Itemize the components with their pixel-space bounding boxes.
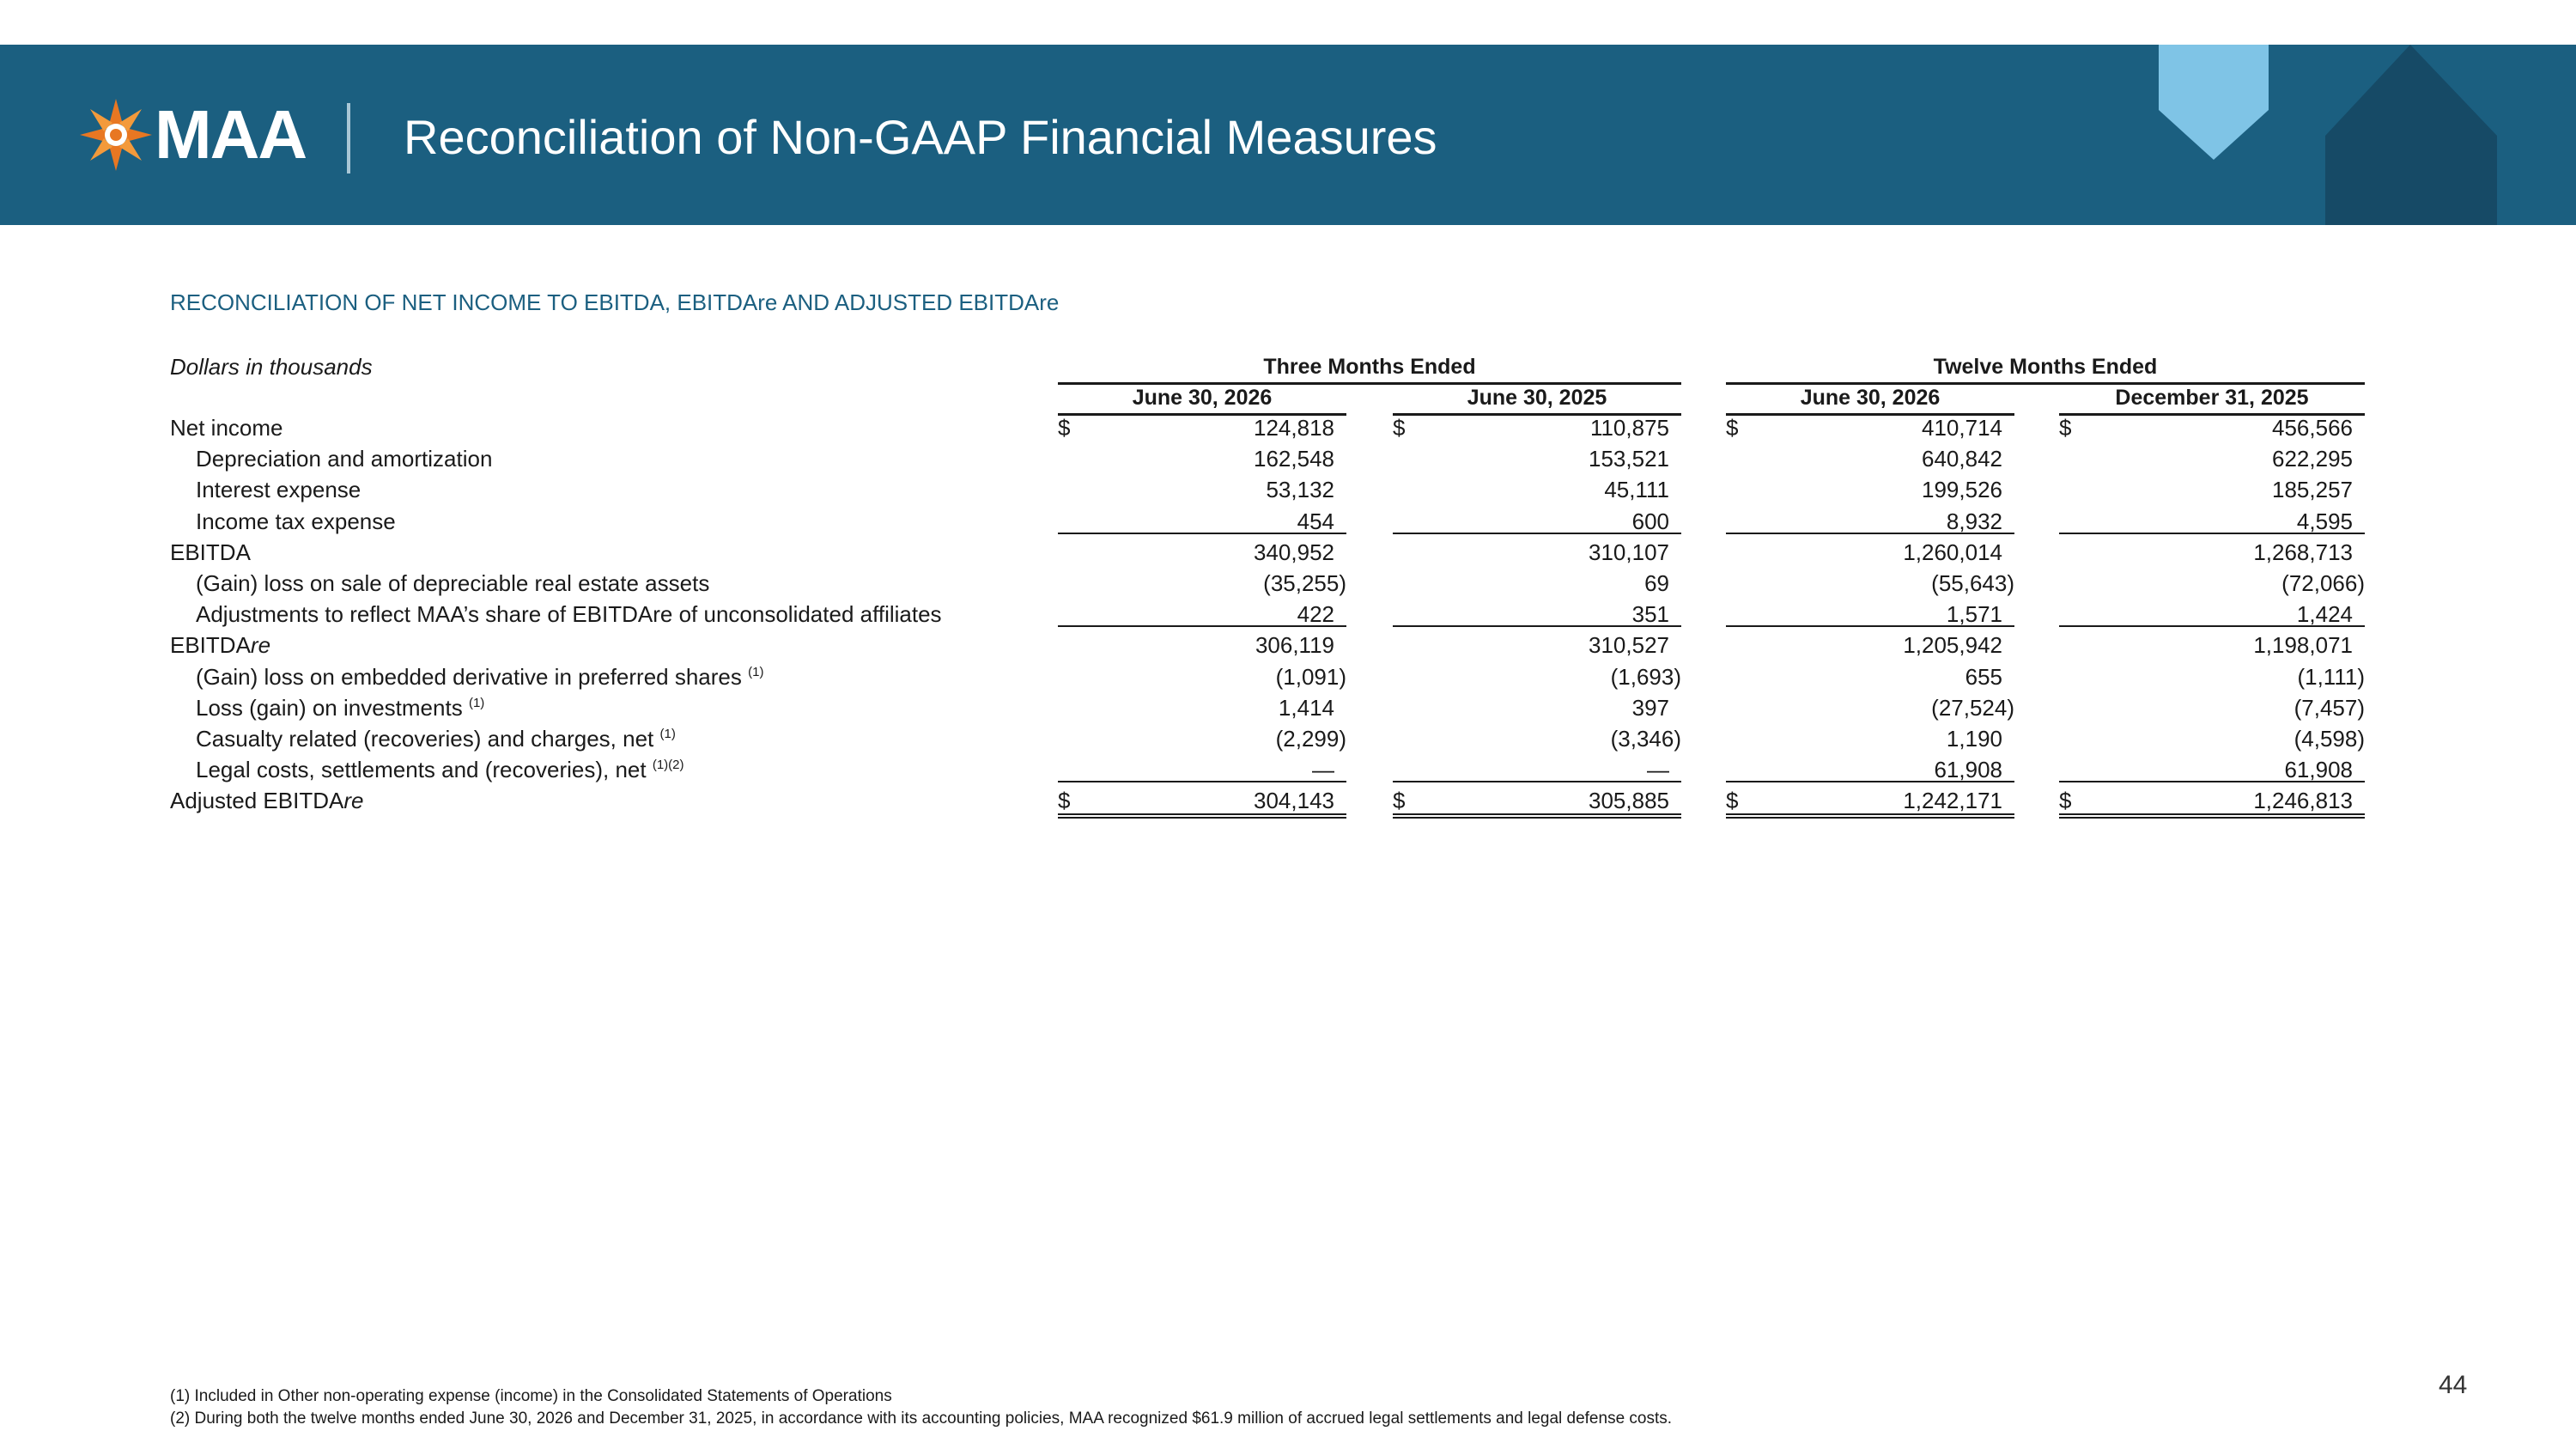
table-cell bbox=[1058, 570, 1346, 596]
cell-value: (1,091) bbox=[1275, 663, 1346, 690]
table-cell bbox=[1058, 601, 1346, 627]
row-label bbox=[196, 570, 709, 596]
cell-value: (1,111) bbox=[2297, 663, 2365, 690]
table-cell bbox=[1393, 788, 1681, 819]
table-cell bbox=[1058, 726, 1346, 752]
cell-value: 456,566 bbox=[2272, 415, 2353, 441]
row-label bbox=[170, 539, 251, 565]
table-cell bbox=[1393, 664, 1681, 690]
table-cell bbox=[2059, 477, 2365, 502]
footnote: (1) Included in Other non-operating expense (income) in the Consolidated Statements of Operations bbox=[170, 1387, 892, 1405]
table-cell bbox=[1393, 539, 1681, 565]
cell-value: (7,457) bbox=[2293, 694, 2365, 721]
cell-value: 1,414 bbox=[1278, 694, 1334, 721]
column-header: June 30, 2025 bbox=[1393, 385, 1681, 416]
table-cell bbox=[1726, 632, 2014, 658]
row-label-text: Loss (gain) on investments bbox=[196, 694, 463, 721]
row-label bbox=[196, 664, 763, 690]
cell-value: 162,548 bbox=[1254, 446, 1334, 472]
table-cell bbox=[1393, 601, 1681, 627]
table-cell bbox=[2059, 726, 2365, 752]
cell-value: (3,346) bbox=[1610, 726, 1681, 752]
page-title: Reconciliation of Non-GAAP Financial Measures bbox=[404, 110, 1437, 164]
row-label-text: Net income bbox=[170, 415, 283, 441]
cell-value: 1,242,171 bbox=[1903, 788, 2002, 814]
cell-value: 199,526 bbox=[1922, 477, 2002, 503]
row-label bbox=[196, 477, 361, 502]
cell-value: 45,111 bbox=[1604, 477, 1669, 503]
table-cell bbox=[1726, 695, 2014, 721]
table-cell bbox=[1726, 570, 2014, 596]
table-cell bbox=[1058, 508, 1346, 534]
cell-value: 655 bbox=[1965, 663, 2002, 690]
table-cell bbox=[2059, 601, 2365, 627]
cell-value: — bbox=[1312, 757, 1334, 783]
footnote-marker: (1) bbox=[659, 727, 676, 741]
cell-value: 61,908 bbox=[1934, 757, 2002, 783]
table-cell bbox=[1726, 539, 2014, 565]
row-label-text: EBITDA bbox=[170, 632, 251, 659]
row-label-text: Casualty related (recoveries) and charges, net bbox=[196, 726, 654, 752]
cell-value: 8,932 bbox=[1946, 508, 2002, 534]
table-cell bbox=[1058, 664, 1346, 690]
cell-value: (2,299) bbox=[1275, 726, 1346, 752]
table-cell bbox=[1393, 570, 1681, 596]
currency-symbol: $ bbox=[1058, 415, 1071, 441]
table-cell bbox=[1058, 788, 1346, 819]
row-label bbox=[170, 632, 270, 658]
cell-value: (55,643) bbox=[1931, 570, 2014, 596]
section-title: RECONCILIATION OF NET INCOME TO EBITDA, EBITDAre AND ADJUSTED EBITDAre bbox=[170, 289, 1060, 315]
row-label-text: EBITDA bbox=[170, 539, 251, 565]
row-label-text: Income tax expense bbox=[196, 508, 396, 534]
table-cell bbox=[2059, 508, 2365, 534]
cell-value: 600 bbox=[1631, 508, 1669, 534]
row-label bbox=[170, 415, 283, 441]
table-cell bbox=[1393, 415, 1681, 441]
table-cell bbox=[2059, 788, 2365, 819]
row-label-text: Adjusted EBITDA bbox=[170, 788, 344, 814]
cell-value: (35,255) bbox=[1263, 570, 1346, 596]
table-cell bbox=[1726, 477, 2014, 502]
cell-value: 110,875 bbox=[1589, 415, 1669, 441]
row-label bbox=[170, 788, 363, 813]
row-label-text: (Gain) loss on sale of depreciable real estate assets bbox=[196, 570, 710, 596]
cell-value: 4,595 bbox=[2296, 508, 2353, 534]
cell-value: 53,132 bbox=[1266, 477, 1334, 503]
table-cell bbox=[2059, 415, 2365, 441]
cell-value: 1,190 bbox=[1946, 726, 2002, 752]
row-label-text: Depreciation and amortization bbox=[196, 446, 493, 472]
cell-value: — bbox=[1647, 757, 1669, 783]
cell-value: 306,119 bbox=[1255, 632, 1334, 659]
table-cell bbox=[1726, 446, 2014, 472]
column-header: December 31, 2025 bbox=[2059, 385, 2365, 416]
cell-value: 185,257 bbox=[2272, 477, 2353, 503]
table-cell bbox=[1393, 757, 1681, 782]
row-label-italic-suffix: re bbox=[343, 788, 364, 814]
group-header-three-months: Three Months Ended bbox=[1058, 354, 1681, 385]
cell-value: 410,714 bbox=[1922, 415, 2002, 441]
footnote-marker: (1) bbox=[748, 664, 764, 679]
table-cell bbox=[1058, 477, 1346, 502]
table-cell bbox=[2059, 695, 2365, 721]
maa-star-icon bbox=[79, 98, 153, 172]
row-label bbox=[196, 726, 676, 752]
row-label-text: Adjustments to reflect MAA’s share of EBITDAre of unconsolidated affiliates bbox=[196, 601, 942, 628]
table-cell bbox=[1393, 477, 1681, 502]
table-cell bbox=[2059, 632, 2365, 658]
currency-symbol: $ bbox=[1393, 788, 1406, 814]
table-cell bbox=[1393, 446, 1681, 472]
currency-symbol: $ bbox=[1726, 415, 1739, 441]
cell-value: 1,246,813 bbox=[2253, 788, 2353, 814]
cell-value: 310,107 bbox=[1589, 539, 1669, 565]
cell-value: (72,066) bbox=[2281, 570, 2365, 596]
cell-value: 304,143 bbox=[1254, 788, 1334, 814]
row-label bbox=[196, 695, 484, 721]
column-header: June 30, 2026 bbox=[1726, 385, 2014, 416]
table-cell bbox=[1393, 508, 1681, 534]
table-cell bbox=[1726, 757, 2014, 782]
cell-value: 69 bbox=[1644, 570, 1669, 596]
table-cell bbox=[1058, 446, 1346, 472]
cell-value: 305,885 bbox=[1589, 788, 1669, 814]
table-cell bbox=[1393, 632, 1681, 658]
row-label bbox=[196, 508, 396, 534]
row-label-text: Interest expense bbox=[196, 477, 361, 503]
logo-text: MAA bbox=[155, 96, 307, 173]
cell-value: (4,598) bbox=[2293, 726, 2365, 752]
table-cell bbox=[1058, 632, 1346, 658]
table-cell bbox=[2059, 570, 2365, 596]
cell-value: 640,842 bbox=[1922, 446, 2002, 472]
table-cell bbox=[1726, 601, 2014, 627]
row-label bbox=[196, 757, 684, 782]
table-cell bbox=[1058, 539, 1346, 565]
cell-value: 1,571 bbox=[1946, 601, 2002, 628]
table-cell bbox=[1058, 415, 1346, 441]
cell-value: 397 bbox=[1631, 694, 1669, 721]
cell-value: 1,424 bbox=[2296, 601, 2353, 628]
table-cell bbox=[1058, 757, 1346, 782]
header-banner bbox=[0, 45, 2576, 225]
footnote-marker: (1)(2) bbox=[652, 758, 684, 773]
row-label-italic-suffix: re bbox=[250, 632, 271, 659]
cell-value: 1,205,942 bbox=[1903, 632, 2002, 659]
table-cell bbox=[1058, 695, 1346, 721]
table-cell bbox=[1393, 695, 1681, 721]
row-label-text: Legal costs, settlements and (recoveries), net bbox=[196, 757, 647, 783]
page-number: 44 bbox=[2439, 1371, 2468, 1399]
footnote: (2) During both the twelve months ended June 30, 2026 and December 31, 2025, in accordance with its accounting policies, MAA recognized $61.9 million of accrued legal settlements and legal defense costs. bbox=[170, 1409, 1673, 1428]
table-cell bbox=[1393, 726, 1681, 752]
currency-symbol: $ bbox=[1393, 415, 1406, 441]
column-header: June 30, 2026 bbox=[1058, 385, 1346, 416]
table-cell bbox=[1726, 726, 2014, 752]
table-cell bbox=[1726, 788, 2014, 819]
footnote-marker: (1) bbox=[468, 695, 485, 710]
currency-symbol: $ bbox=[2059, 415, 2072, 441]
cell-value: 310,527 bbox=[1589, 632, 1669, 659]
currency-symbol: $ bbox=[2059, 788, 2072, 814]
table-cell bbox=[1726, 415, 2014, 441]
row-label-text: (Gain) loss on embedded derivative in preferred shares bbox=[196, 663, 742, 690]
group-header-twelve-months: Twelve Months Ended bbox=[1726, 354, 2365, 385]
units-label: Dollars in thousands bbox=[170, 354, 373, 380]
currency-symbol: $ bbox=[1726, 788, 1739, 814]
cell-value: 454 bbox=[1297, 508, 1334, 534]
cell-value: 1,268,713 bbox=[2253, 539, 2353, 565]
cell-value: (1,693) bbox=[1610, 663, 1681, 690]
cell-value: (27,524) bbox=[1931, 694, 2014, 721]
cell-value: 153,521 bbox=[1589, 446, 1669, 472]
table-cell bbox=[1726, 664, 2014, 690]
cell-value: 340,952 bbox=[1254, 539, 1334, 565]
row-label bbox=[196, 446, 492, 472]
cell-value: 61,908 bbox=[2284, 757, 2353, 783]
decorative-shapes bbox=[2147, 45, 2524, 225]
cell-value: 422 bbox=[1297, 601, 1334, 628]
table-cell bbox=[2059, 664, 2365, 690]
table-cell bbox=[2059, 757, 2365, 782]
table-cell bbox=[1726, 508, 2014, 534]
cell-value: 1,260,014 bbox=[1903, 539, 2002, 565]
currency-symbol: $ bbox=[1058, 788, 1071, 814]
header-divider bbox=[347, 103, 350, 174]
cell-value: 351 bbox=[1631, 601, 1669, 628]
cell-value: 1,198,071 bbox=[2253, 632, 2353, 659]
cell-value: 622,295 bbox=[2272, 446, 2353, 472]
row-label bbox=[196, 601, 942, 627]
cell-value: 124,818 bbox=[1254, 415, 1334, 441]
table-cell bbox=[2059, 539, 2365, 565]
table-cell bbox=[2059, 446, 2365, 472]
